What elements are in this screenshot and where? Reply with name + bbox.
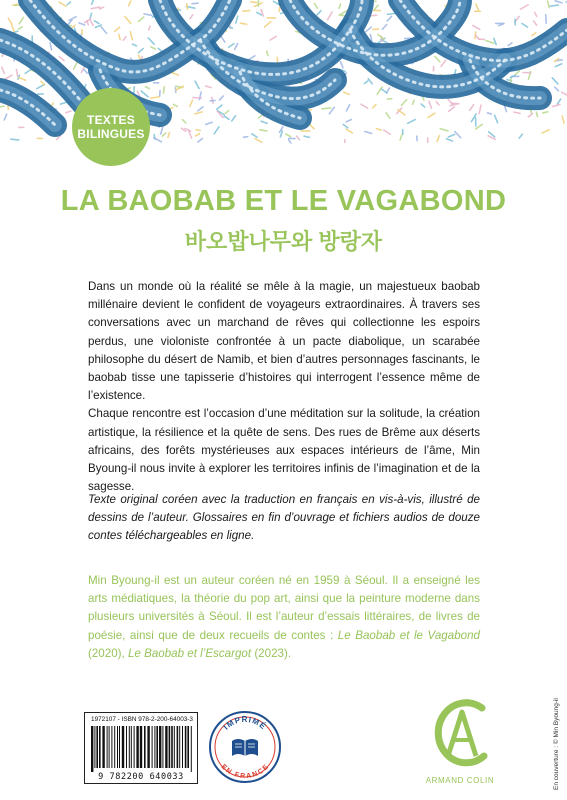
description-paragraph-1: Dans un monde où la réalité se mêle à la magie, un majestueux baobab millénaire devient le confident de voyageurs extraordinaires. À travers ses conversations avec un marchand de rêves qui collectionne les espoirs perdus, une violoniste confrontée à un pacte diabolique, un scarabée philosophe du désert de Namib, et bien d’autres personnages fascinants, le baobab tisse une tapisserie d’histoires qui interrogent l’essence même de l’existence. — [88, 280, 480, 403]
book-title-2: Le Baobab et l’Escargot — [127, 646, 252, 660]
description-paragraph-2: Chaque rencontre est l’occasion d’une méditation sur la solitude, la création artistique, la résilience et la quête de sens. Des rues de Brême aux déserts africains, des forêts mystérieuses aux espaces intérieurs de l’âme, Min Byoung-il nous invite à explorer les territoires infinis de l’imagination et de la sagesse. — [88, 407, 480, 494]
barcode-bars — [89, 726, 195, 772]
edition-note — [88, 491, 480, 546]
publisher-logo — [424, 690, 496, 790]
book-description — [88, 278, 480, 496]
badge-line-2: BILINGUES — [77, 127, 145, 141]
author-bio-text: Min Byoung-il est un auteur coréen né en 1959 à Séoul. Il a enseigné les arts médiatiques, la théorie du pop art, ainsi que la peinture moderne dans plusieurs universités à Séoul. Il est l’auteur d’essais littéraires, de livres de poésie, ainsi que de deux recueils de contes : — [88, 574, 480, 642]
barcode-digits: 9 782200 640033 — [98, 772, 184, 782]
badge-line-1: TEXTES — [87, 113, 135, 127]
bilingual-badge — [72, 88, 150, 166]
seal-bottom-text: EN FRANCE — [219, 763, 271, 781]
imprime-en-france-seal — [208, 710, 282, 784]
book-title-korean: 바오밥나무와 방랑자 — [184, 229, 383, 254]
armand-colin-mark-icon — [424, 690, 496, 776]
book-title: LA BAOBAB ET LE VAGABOND — [60, 185, 507, 217]
cover-credit: En couverture : © Min Byoung-il — [553, 698, 560, 790]
publisher-name: ARMAND COLIN — [425, 776, 495, 785]
isbn-code-text: 1972107 - ISBN 978-2-200-64003-3 — [91, 716, 193, 723]
book-title-1: Le Baobab et le Vagabond — [337, 628, 480, 642]
open-book-icon — [232, 739, 258, 756]
book-year-1: (2020), — [88, 646, 125, 660]
author-bio — [88, 572, 480, 663]
isbn-barcode — [84, 712, 198, 784]
seal-top-text: IMPRIMÉ — [221, 715, 269, 732]
edition-note-text: Texte original coréen avec la traduction en français en vis-à-vis, illustré de dessins de l’auteur. Glossaires en fin d’ouvrage et fichiers audios de douze contes téléchargeables en ligne. — [88, 493, 480, 543]
book-year-2: (2023). — [254, 646, 292, 660]
